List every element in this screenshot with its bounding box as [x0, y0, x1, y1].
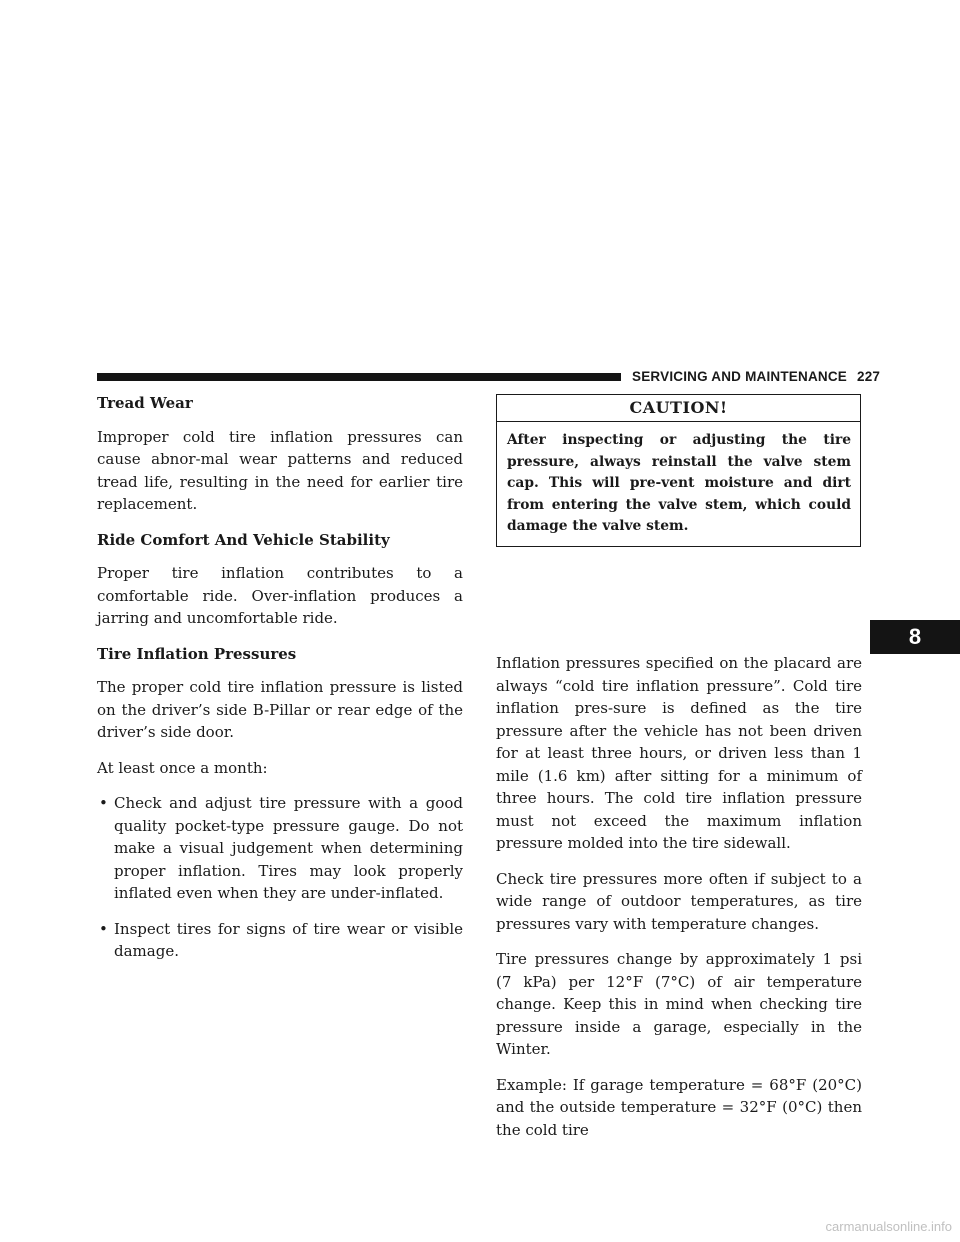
- list-item: [97, 918, 463, 963]
- left-column: [97, 392, 463, 976]
- right-column: [496, 652, 862, 1141]
- page-number: 227: [857, 369, 881, 384]
- ride-comfort-text: Proper tire inflation contributes to a comfortable ride. Over-inflation produces a jarring and uncomfortable ride.: [97, 564, 463, 627]
- paragraph-pressure-change: Tire pressures change by approximately 1 psi (7 kPa) per 12°F (7°C) of air temperature change. Keep this in mind when checking tire pressure inside a garage, especially in the Winter.: [496, 950, 862, 1058]
- paragraph-check-often: Check tire pressures more often if subject to a wide range of outdoor temperatures, as tire pressures vary with temperature changes.: [496, 869, 862, 933]
- monthly-checklist: [97, 792, 463, 963]
- section-title: SERVICING AND MAINTENANCE: [632, 369, 848, 384]
- tread-wear-text: Improper cold tire inflation pressures can cause abnor-mal wear patterns and reduced tread life, resulting in the need for earlier tire replacement.: [97, 427, 463, 513]
- monthly-intro: At least once a month:: [97, 758, 268, 777]
- inflation-pressures-heading: Tire Inflation Pressures: [97, 644, 297, 663]
- caution-text: After inspecting or adjusting the tire pressure, always reinstall the valve stem cap. This will pre-vent moisture and dirt from entering the valve stem, which could damage the valve stem.: [507, 432, 851, 534]
- chapter-tab: 8: [870, 620, 960, 654]
- paragraph-example: Example: If garage temperature = 68°F (20°C) and the outside temperature = 32°F (0°C) then the cold tire: [496, 1075, 862, 1139]
- caution-box: [496, 394, 861, 547]
- running-header: [632, 369, 880, 384]
- list-item-text: Inspect tires for signs of tire wear or visible damage.: [114, 919, 463, 960]
- inflation-pressures-text: The proper cold tire inflation pressure is listed on the driver’s side B-Pillar or rear edge of the driver’s side door.: [97, 678, 463, 741]
- watermark: carmanualsonline.info: [825, 1219, 952, 1234]
- paragraph-cold-pressure: Inflation pressures specified on the placard are always “cold tire inflation pressure”. Cold tire inflation pres-sure is defined as the tire pressure after the vehicle has not been driven for at least three hours, or driven less than 1 mile (1.6 km) after sitting for a minimum of three hours. The cold tire inflation pressure must not exceed the maximum inflation pressure molded into the tire sidewall.: [496, 654, 862, 852]
- list-item: [97, 792, 463, 905]
- bullet-icon: •: [99, 794, 108, 812]
- header-rule: [97, 373, 621, 381]
- ride-comfort-heading: Ride Comfort And Vehicle Stability: [97, 530, 390, 549]
- tread-wear-heading: Tread Wear: [97, 394, 193, 412]
- bullet-icon: •: [99, 919, 108, 938]
- list-item-text: Check and adjust tire pressure with a good quality pocket-type pressure gauge. Do not make a visual judgement when determining proper inflation. Tires may look properly inflated even when they are under-inflated.: [114, 794, 463, 902]
- caution-title: CAUTION!: [497, 395, 860, 422]
